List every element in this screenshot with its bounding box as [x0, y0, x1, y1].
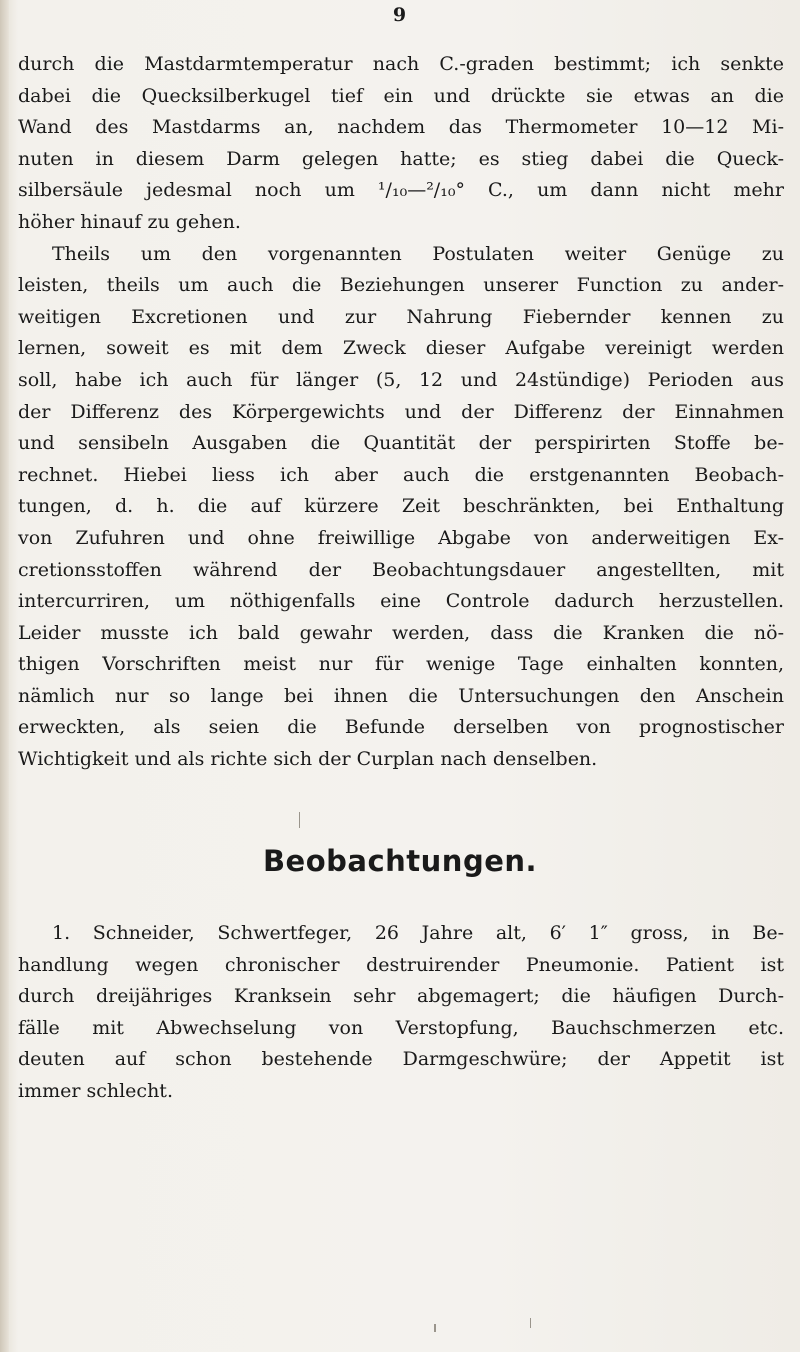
page-number: 9 [392, 4, 408, 26]
text-line: durch dreijähriges Kranksein sehr abgemagert; die häufigen Durch- [18, 985, 784, 1008]
text-line: immer schlecht. [18, 1079, 173, 1102]
text-line: 1. Schneider, Schwertfeger, 26 Jahre alt, 6′ 1″ gross, in Be- [52, 922, 784, 944]
text-line: handlung wegen chronischer destruirender Pneumonie. Patient ist [18, 953, 784, 976]
text-line: lernen, soweit es mit dem Zweck dieser Aufgabe vereinigt werden [18, 337, 784, 360]
text-line: erweckten, als seien die Befunde derselben von prognostischer [18, 716, 784, 739]
paper-speck [434, 1324, 436, 1332]
paper-speck [530, 1318, 531, 1328]
text-line: höher hinauf zu gehen. [18, 210, 241, 233]
text-line: nuten in diesem Darm gelegen hatte; es stieg dabei die Queck- [18, 147, 784, 170]
binding-edge [0, 0, 9, 1352]
text-line: thigen Vorschriften meist nur für wenige Tage einhalten konnten, [18, 653, 784, 676]
text-line: der Differenz des Körpergewichts und der Differenz der Einnahmen [18, 400, 784, 423]
paper-speck [299, 812, 300, 828]
text-line: intercurriren, um nöthigenfalls eine Controle dadurch herzustellen. [18, 590, 784, 613]
text-line: Wichtigkeit und als richte sich der Curplan nach denselben. [18, 748, 598, 771]
text-line: cretionsstoffen während der Beobachtungsdauer angestellten, mit [18, 558, 784, 581]
text-line: Wand des Mastdarms an, nachdem das Thermometer 10—12 Mi- [18, 116, 784, 139]
text-line: Leider musste ich bald gewahr werden, dass die Kranken die nö- [18, 621, 784, 644]
observation-1 [18, 918, 784, 1108]
text-line: silbersäule jedesmal noch um ¹/₁₀—²/₁₀° C., um dann nicht mehr [18, 179, 784, 202]
text-line: dabei die Quecksilberkugel tief ein und drückte sie etwas an die [18, 84, 784, 107]
text-line: von Zufuhren und ohne freiwillige Abgabe von anderweitigen Ex- [18, 526, 784, 549]
text-line: durch die Mastdarmtemperatur nach C.-graden bestimmt; ich senkte [18, 53, 784, 75]
text-line: nämlich nur so lange bei ihnen die Untersuchungen den Anschein [18, 684, 784, 707]
text-line: soll, habe ich auch für länger (5, 12 und 24stündige) Perioden aus [18, 368, 784, 391]
text-line: fälle mit Abwechselung von Verstopfung, Bauchschmerzen etc. [18, 1016, 784, 1039]
section-heading: Beobachtungen. [262, 844, 538, 878]
paragraph-1 [18, 49, 784, 239]
paragraph-2 [18, 239, 784, 776]
text-line: rechnet. Hiebei liess ich aber auch die erstgenannten Beobach- [18, 463, 784, 486]
text-line: leisten, theils um auch die Beziehungen unserer Function zu ander- [18, 274, 784, 297]
text-line: und sensibeln Ausgaben die Quantität der perspirirten Stoffe be- [18, 432, 784, 455]
text-line: tungen, d. h. die auf kürzere Zeit beschränkten, bei Enthaltung [18, 495, 784, 518]
text-line: weitigen Excretionen und zur Nahrung Fiebernder kennen zu [18, 305, 784, 328]
text-line: deuten auf schon bestehende Darmgeschwüre; der Appetit ist [18, 1048, 784, 1071]
text-line: Theils um den vorgenannten Postulaten weiter Genüge zu [52, 242, 784, 265]
main-text [18, 49, 784, 776]
